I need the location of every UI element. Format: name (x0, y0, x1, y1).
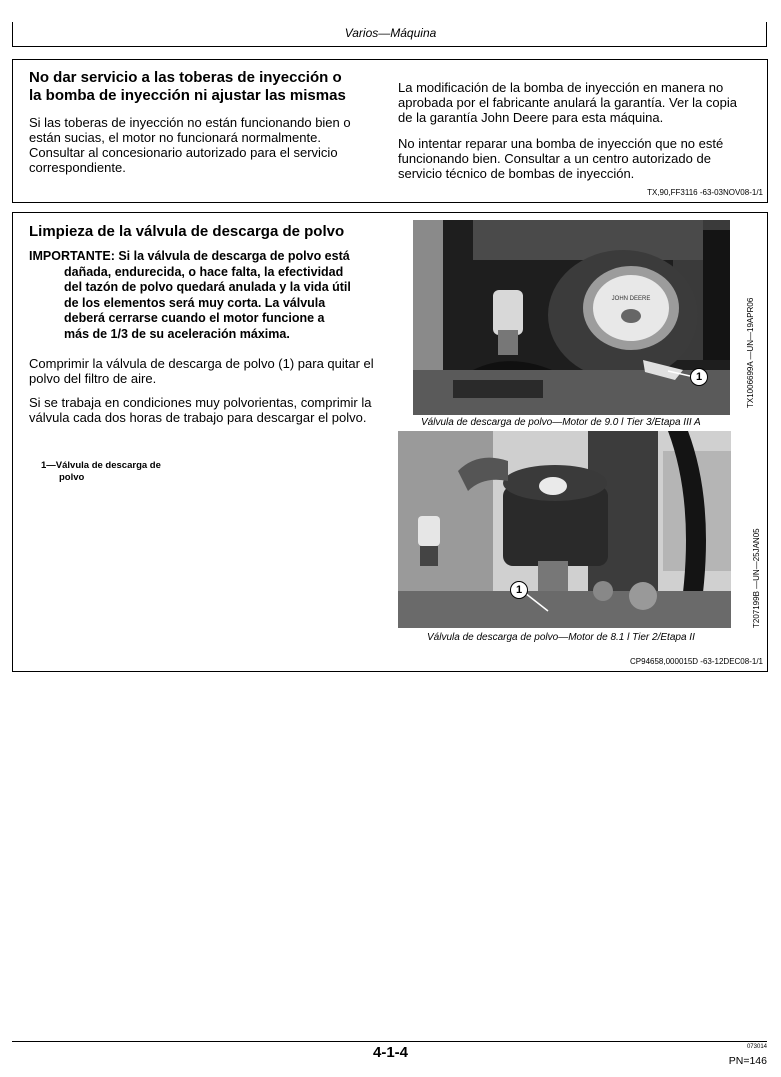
callout-1-photo1: 1 (690, 368, 708, 386)
important-line: más de 1/3 de su aceleración máxima. (64, 326, 290, 341)
photo-9l-engine-illustration (413, 220, 730, 415)
photo1-side-label: TX1006699A —UN—19APR06 (746, 297, 755, 408)
important-line: dañada, endurecida, o hace falta, la efectividad (64, 264, 344, 279)
page-number: 4-1-4 (372, 1044, 409, 1061)
section2-reference: CP94658,000015D -63-12DEC08-1/1 (630, 657, 763, 666)
footer-pn: PN=146 (728, 1055, 767, 1067)
callout-1-photo2: 1 (510, 581, 528, 599)
section-dust-valve (12, 212, 768, 672)
figure-legend (41, 460, 221, 484)
section1-left-paragraph: Si las toberas de inyección no están funcionando bien o están sucias, el motor no funcionará normalmente. Consultar al concesionario autorizado para el servicio correspondiente. (29, 115, 351, 175)
important-first-line: Si la válvula de descarga de polvo está (114, 249, 350, 263)
legend-text-line1: Válvula de descarga de (55, 460, 161, 471)
legend-text-line2: polvo (59, 472, 85, 483)
important-lead: IMPORTANTE: (29, 249, 115, 263)
photo-8l-engine-illustration (398, 431, 731, 628)
section1-reference: TX,90,FF3116 -63-03NOV08-1/1 (647, 188, 763, 197)
important-line: de los elementos será muy corta. La válvula (64, 295, 326, 310)
section1-title (29, 69, 389, 105)
photo2-side-label: T207199B —UN—25JAN05 (752, 528, 761, 628)
section1-right-paragraph-1: La modificación de la bomba de inyección en manera no aprobada por el fabricante anulará la garantía. Ver la copia de la garantía John Deere para esta máquina. (398, 80, 737, 125)
footer-code: 073014 (746, 1044, 767, 1050)
footer-rule (12, 1041, 767, 1042)
section-header: Varios—Máquina (344, 26, 437, 40)
section1-title-line1: No dar servicio a las toberas de inyección o (29, 69, 342, 86)
section1-right-paragraph-2: No intentar reparar una bomba de inyección que no esté funcionando bien. Consultar a un centro autorizado de servicio técnico de bombas de inyección. (398, 136, 724, 181)
photo2-caption: Válvula de descarga de polvo—Motor de 8.1 l Tier 2/Etapa II (427, 632, 695, 643)
important-line: del tazón de polvo quedará anulada y la vida útil (64, 280, 351, 294)
important-line: deberá cerrarse cuando el motor funcione a (64, 311, 325, 325)
photo1-caption: Válvula de descarga de polvo—Motor de 9.0 l Tier 3/Etapa III A (421, 417, 701, 428)
section2-paragraph-1: Comprimir la válvula de descarga de polvo (1) para quitar el polvo del filtro de aire. (29, 356, 374, 386)
important-notice (29, 249, 399, 342)
section2-paragraph-2: Si se trabaja en condiciones muy polvorientas, comprimir la válvula cada dos horas de trabajo para descargar el polvo. (29, 395, 372, 425)
photo-9l-engine-dust-valve (413, 220, 730, 415)
section2-title: Limpieza de la válvula de descarga de polvo (29, 223, 345, 240)
section-injection-warning (12, 59, 768, 203)
section1-title-line2: la bomba de inyección ni ajustar las mismas (29, 87, 346, 104)
photo-8l-engine-dust-valve (398, 431, 731, 628)
legend-number: 1— (41, 460, 56, 471)
svg-text:JOHN DEERE: JOHN DEERE (611, 296, 651, 302)
